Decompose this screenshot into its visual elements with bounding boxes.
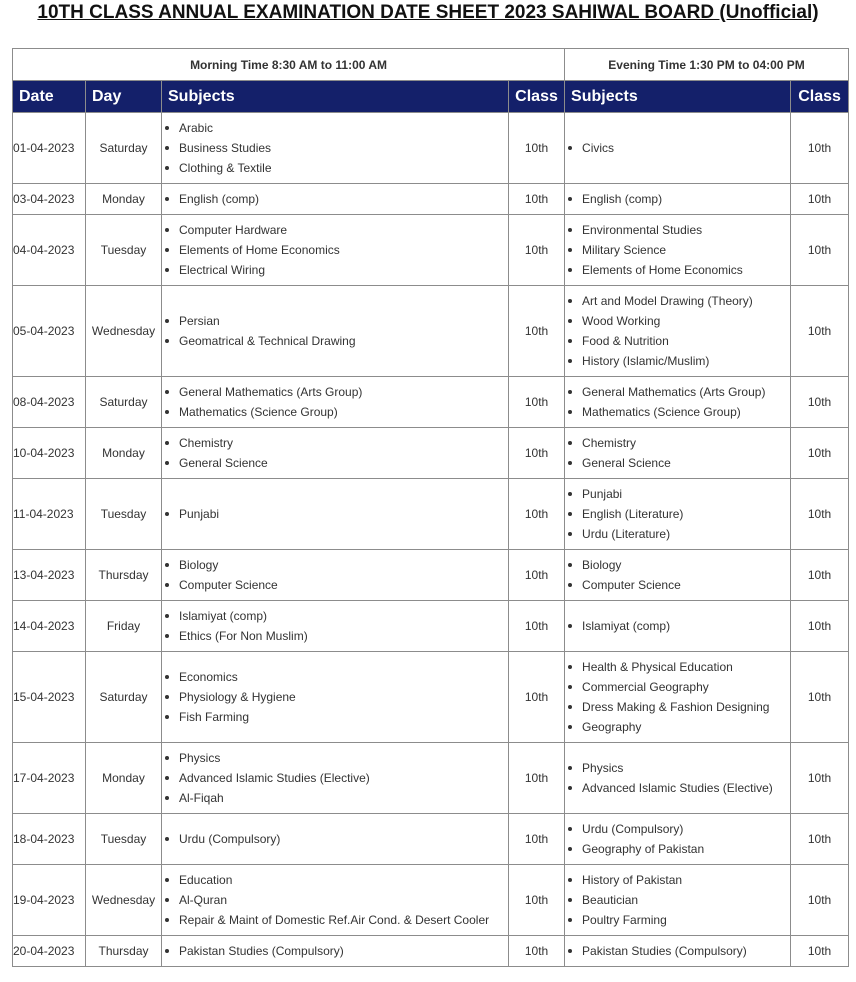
subject-item: Physics (565, 758, 790, 778)
day-cell: Wednesday (86, 865, 162, 936)
evening-class-cell: 10th (791, 550, 849, 601)
subject-item: English (comp) (565, 189, 790, 209)
morning-session-label: Morning Time 8:30 AM to 11:00 AM (13, 49, 565, 81)
subject-item: Physiology & Hygiene (162, 687, 508, 707)
date-cell: 13-04-2023 (13, 550, 86, 601)
subject-item: Advanced Islamic Studies (Elective) (162, 768, 508, 788)
day-cell: Thursday (86, 550, 162, 601)
subject-item: Business Studies (162, 138, 508, 158)
subject-list (162, 433, 508, 473)
day-cell: Tuesday (86, 814, 162, 865)
morning-class-cell: 10th (509, 113, 565, 184)
evening-session-label: Evening Time 1:30 PM to 04:00 PM (565, 49, 849, 81)
subject-list (162, 382, 508, 422)
subject-list (565, 941, 790, 961)
table-row (13, 601, 849, 652)
morning-class-cell: 10th (509, 377, 565, 428)
subject-item: Al-Quran (162, 890, 508, 910)
subject-list (162, 118, 508, 178)
day-cell: Saturday (86, 652, 162, 743)
subject-item: Art and Model Drawing (Theory) (565, 291, 790, 311)
date-header: Date (13, 81, 86, 113)
evening-class-cell: 10th (791, 652, 849, 743)
subject-list (565, 870, 790, 930)
evening-class-cell: 10th (791, 479, 849, 550)
subject-item: Geography of Pakistan (565, 839, 790, 859)
evening-class-cell: 10th (791, 601, 849, 652)
morning-subjects-header: Subjects (162, 81, 509, 113)
subject-item: Mathematics (Science Group) (565, 402, 790, 422)
subject-item: History of Pakistan (565, 870, 790, 890)
morning-class-cell: 10th (509, 743, 565, 814)
subject-item: Urdu (Compulsory) (162, 829, 508, 849)
subject-item: Electrical Wiring (162, 260, 508, 280)
evening-class-cell: 10th (791, 743, 849, 814)
subject-item: Arabic (162, 118, 508, 138)
subject-item: General Mathematics (Arts Group) (162, 382, 508, 402)
day-cell: Friday (86, 601, 162, 652)
morning-subjects-cell (162, 652, 509, 743)
evening-class-cell: 10th (791, 184, 849, 215)
page-title: 10TH CLASS ANNUAL EXAMINATION DATE SHEET 2023 SAHIWAL BOARD (Unofficial) (37, 2, 819, 23)
date-cell: 03-04-2023 (13, 184, 86, 215)
subject-list (565, 220, 790, 280)
subject-item: Islamiyat (comp) (565, 616, 790, 636)
table-row (13, 865, 849, 936)
subject-item: Punjabi (162, 504, 508, 524)
session-header-row (13, 49, 849, 81)
morning-class-cell: 10th (509, 428, 565, 479)
morning-class-cell: 10th (509, 652, 565, 743)
date-cell: 05-04-2023 (13, 286, 86, 377)
evening-class-cell: 10th (791, 814, 849, 865)
day-cell: Tuesday (86, 215, 162, 286)
table-row (13, 814, 849, 865)
date-cell: 18-04-2023 (13, 814, 86, 865)
subject-item: Health & Physical Education (565, 657, 790, 677)
morning-subjects-cell (162, 936, 509, 967)
morning-class-cell: 10th (509, 479, 565, 550)
subject-item: Wood Working (565, 311, 790, 331)
table-row (13, 479, 849, 550)
morning-class-cell: 10th (509, 936, 565, 967)
subject-item: Elements of Home Economics (162, 240, 508, 260)
morning-class-cell: 10th (509, 865, 565, 936)
subject-list (565, 657, 790, 737)
subject-list (565, 758, 790, 798)
subject-list (565, 484, 790, 544)
evening-subjects-cell (565, 113, 791, 184)
morning-subjects-cell (162, 743, 509, 814)
evening-subjects-cell (565, 550, 791, 601)
subject-item: Military Science (565, 240, 790, 260)
evening-subjects-cell (565, 428, 791, 479)
date-cell: 15-04-2023 (13, 652, 86, 743)
morning-subjects-cell (162, 113, 509, 184)
subject-item: Mathematics (Science Group) (162, 402, 508, 422)
subject-item: Dress Making & Fashion Designing (565, 697, 790, 717)
date-cell: 11-04-2023 (13, 479, 86, 550)
evening-subjects-cell (565, 601, 791, 652)
subject-item: Islamiyat (comp) (162, 606, 508, 626)
date-cell: 01-04-2023 (13, 113, 86, 184)
table-row (13, 936, 849, 967)
subject-item: Biology (565, 555, 790, 575)
subject-list (162, 829, 508, 849)
subject-list (162, 606, 508, 646)
subject-list (565, 616, 790, 636)
day-cell: Tuesday (86, 479, 162, 550)
subject-item: Environmental Studies (565, 220, 790, 240)
evening-subjects-cell (565, 814, 791, 865)
subject-item: Clothing & Textile (162, 158, 508, 178)
date-cell: 20-04-2023 (13, 936, 86, 967)
table-row (13, 215, 849, 286)
subject-item: History (Islamic/Muslim) (565, 351, 790, 371)
subject-item: Computer Science (565, 575, 790, 595)
subject-list (565, 189, 790, 209)
evening-subjects-cell (565, 743, 791, 814)
evening-class-cell: 10th (791, 865, 849, 936)
table-row (13, 184, 849, 215)
subject-item: Repair & Maint of Domestic Ref.Air Cond. & Desert Cooler (162, 910, 508, 930)
evening-subjects-cell (565, 865, 791, 936)
morning-subjects-cell (162, 215, 509, 286)
evening-subjects-cell (565, 286, 791, 377)
subject-item: General Mathematics (Arts Group) (565, 382, 790, 402)
evening-class-cell: 10th (791, 936, 849, 967)
subject-item: Biology (162, 555, 508, 575)
subject-item: General Science (565, 453, 790, 473)
subject-item: Chemistry (565, 433, 790, 453)
day-cell: Thursday (86, 936, 162, 967)
subject-list (162, 870, 508, 930)
morning-subjects-cell (162, 550, 509, 601)
date-cell: 08-04-2023 (13, 377, 86, 428)
subject-item: Ethics (For Non Muslim) (162, 626, 508, 646)
table-row (13, 286, 849, 377)
column-header-row (13, 81, 849, 113)
subject-item: Fish Farming (162, 707, 508, 727)
morning-class-cell: 10th (509, 286, 565, 377)
subject-item: Al-Fiqah (162, 788, 508, 808)
subject-list (565, 555, 790, 595)
morning-subjects-cell (162, 479, 509, 550)
subject-item: Physics (162, 748, 508, 768)
subject-item: Beautician (565, 890, 790, 910)
evening-class-cell: 10th (791, 113, 849, 184)
evening-subjects-cell (565, 652, 791, 743)
evening-class-cell: 10th (791, 428, 849, 479)
subject-list (162, 748, 508, 808)
subject-list (162, 941, 508, 961)
subject-item: Civics (565, 138, 790, 158)
subject-list (162, 311, 508, 351)
date-sheet-table (12, 48, 849, 967)
subject-item: Punjabi (565, 484, 790, 504)
table-row (13, 113, 849, 184)
subject-list (565, 382, 790, 422)
day-cell: Monday (86, 743, 162, 814)
subject-item: Persian (162, 311, 508, 331)
subject-item: Pakistan Studies (Compulsory) (565, 941, 790, 961)
date-cell: 04-04-2023 (13, 215, 86, 286)
subject-item: English (comp) (162, 189, 508, 209)
evening-class-cell: 10th (791, 286, 849, 377)
subject-list (162, 504, 508, 524)
subject-list (162, 555, 508, 595)
day-cell: Monday (86, 184, 162, 215)
subject-list (565, 819, 790, 859)
subject-item: Urdu (Compulsory) (565, 819, 790, 839)
date-cell: 10-04-2023 (13, 428, 86, 479)
evening-subjects-header: Subjects (565, 81, 791, 113)
date-cell: 14-04-2023 (13, 601, 86, 652)
morning-subjects-cell (162, 814, 509, 865)
evening-subjects-cell (565, 479, 791, 550)
morning-class-cell: 10th (509, 814, 565, 865)
subject-item: Geomatrical & Technical Drawing (162, 331, 508, 351)
morning-subjects-cell (162, 601, 509, 652)
subject-item: Computer Hardware (162, 220, 508, 240)
date-cell: 17-04-2023 (13, 743, 86, 814)
subject-item: English (Literature) (565, 504, 790, 524)
subject-item: Urdu (Literature) (565, 524, 790, 544)
subject-list (162, 220, 508, 280)
subject-list (565, 138, 790, 158)
subject-item: Commercial Geography (565, 677, 790, 697)
morning-class-cell: 10th (509, 184, 565, 215)
morning-subjects-cell (162, 286, 509, 377)
evening-subjects-cell (565, 936, 791, 967)
table-body (13, 113, 849, 967)
subject-item: Chemistry (162, 433, 508, 453)
evening-class-cell: 10th (791, 215, 849, 286)
table-row (13, 652, 849, 743)
date-cell: 19-04-2023 (13, 865, 86, 936)
morning-class-cell: 10th (509, 601, 565, 652)
day-cell: Monday (86, 428, 162, 479)
subject-item: Food & Nutrition (565, 331, 790, 351)
morning-subjects-cell (162, 865, 509, 936)
morning-subjects-cell (162, 184, 509, 215)
evening-subjects-cell (565, 377, 791, 428)
morning-class-cell: 10th (509, 550, 565, 601)
evening-subjects-cell (565, 215, 791, 286)
table-row (13, 377, 849, 428)
evening-class-cell: 10th (791, 377, 849, 428)
subject-item: Advanced Islamic Studies (Elective) (565, 778, 790, 798)
evening-class-header: Class (791, 81, 849, 113)
morning-subjects-cell (162, 428, 509, 479)
subject-item: Geography (565, 717, 790, 737)
day-cell: Wednesday (86, 286, 162, 377)
subject-list (162, 667, 508, 727)
morning-class-cell: 10th (509, 215, 565, 286)
subject-item: Education (162, 870, 508, 890)
subject-item: Pakistan Studies (Compulsory) (162, 941, 508, 961)
subject-list (162, 189, 508, 209)
subject-item: General Science (162, 453, 508, 473)
subject-list (565, 291, 790, 371)
morning-subjects-cell (162, 377, 509, 428)
subject-item: Poultry Farming (565, 910, 790, 930)
evening-subjects-cell (565, 184, 791, 215)
subject-list (565, 433, 790, 473)
subject-item: Economics (162, 667, 508, 687)
day-cell: Saturday (86, 377, 162, 428)
table-row (13, 550, 849, 601)
subject-item: Computer Science (162, 575, 508, 595)
table-row (13, 743, 849, 814)
subject-item: Elements of Home Economics (565, 260, 790, 280)
day-cell: Saturday (86, 113, 162, 184)
morning-class-header: Class (509, 81, 565, 113)
day-header: Day (86, 81, 162, 113)
table-row (13, 428, 849, 479)
